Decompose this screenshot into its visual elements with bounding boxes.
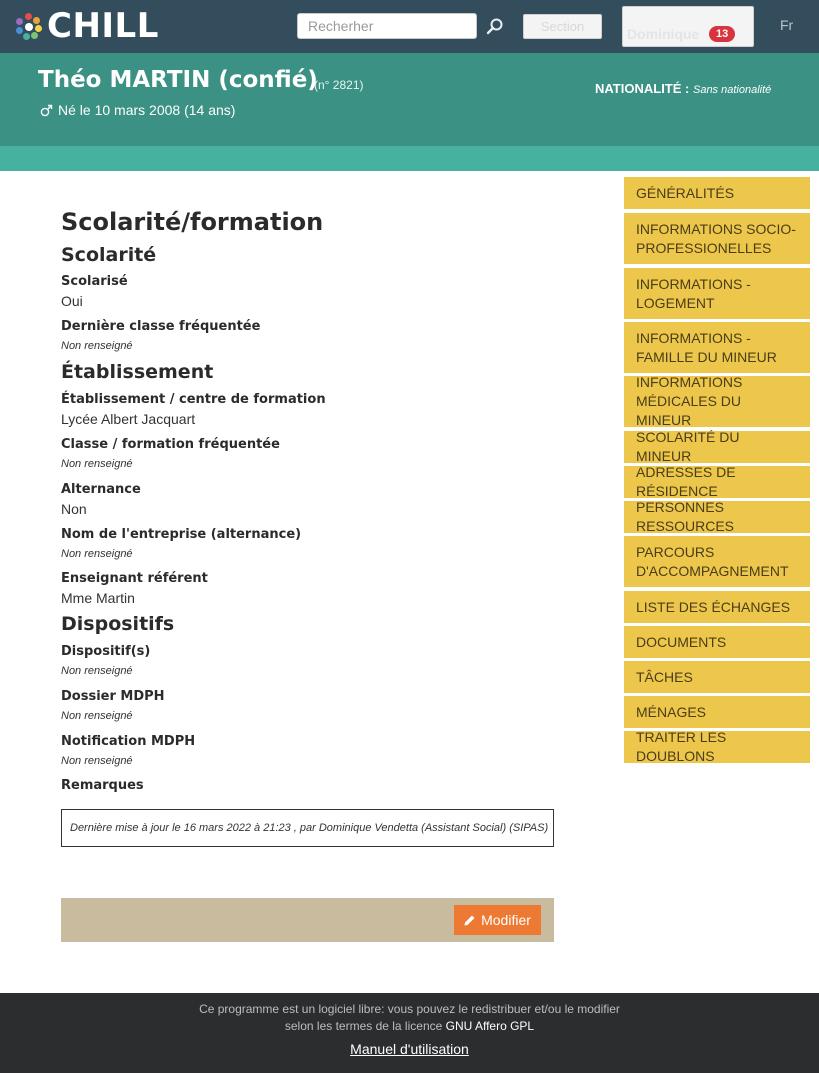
section-heading-dispositifs: Dispositifs bbox=[61, 613, 175, 635]
sidebar-item-label: LISTE DES ÉCHANGES bbox=[636, 598, 791, 615]
app-logo[interactable] bbox=[15, 6, 159, 46]
field-value-empty: Non renseigné bbox=[61, 340, 133, 352]
sidebar-item-medicales[interactable] bbox=[624, 376, 810, 427]
license-notice-line1: Ce programme est un logiciel libre: vous pouvez le redistribuer et/ou le modifier bbox=[199, 1002, 620, 1016]
sidebar-item-personnes-ressources[interactable] bbox=[624, 501, 810, 533]
sidebar-item-label: PERSONNES RESSOURCES bbox=[636, 499, 735, 534]
field-value-empty: Non renseigné bbox=[61, 755, 133, 767]
last-update-text: Dernière mise à jour le 16 mars 2022 à 21:23 , par Dominique Vendetta (Assistant Social) (SIPAS) bbox=[70, 822, 549, 834]
record-actions-bar bbox=[61, 898, 554, 942]
sidebar-item-taches[interactable] bbox=[624, 661, 810, 693]
section-heading-etablissement: Établissement bbox=[61, 361, 214, 383]
field-label: Notification MDPH bbox=[61, 734, 196, 749]
notification-badge: 13 bbox=[709, 26, 735, 42]
field-value-empty: Non renseigné bbox=[61, 548, 133, 560]
sidebar-item-famille[interactable] bbox=[624, 322, 810, 373]
license-notice-prefix: selon les termes de la licence bbox=[284, 1019, 446, 1033]
sidebar-item-doublons[interactable] bbox=[624, 731, 810, 763]
field-label: Établissement / centre de formation bbox=[61, 392, 326, 407]
field-label: Alternance bbox=[61, 482, 141, 497]
sidebar-item-label: INFORMATIONS - LOGEMENT bbox=[636, 275, 751, 311]
sidebar-item-socio-professionelles[interactable] bbox=[624, 213, 810, 264]
birth-info bbox=[40, 102, 235, 118]
sidebar-item-adresses[interactable] bbox=[624, 466, 810, 498]
sidebar-item-label: ADRESSES DE RÉSIDENCE bbox=[636, 464, 736, 499]
field-value: Lycée Albert Jacquart bbox=[61, 411, 196, 427]
sidebar-item-label: MÉNAGES bbox=[636, 703, 707, 720]
user-name: Dominique bbox=[627, 26, 700, 42]
section-menu-button[interactable] bbox=[523, 14, 602, 39]
sidebar-item-parcours[interactable] bbox=[624, 536, 810, 587]
field-label: Dispositif(s) bbox=[61, 644, 151, 659]
field-value-empty: Non renseigné bbox=[61, 710, 133, 722]
field-label: Dernière classe fréquentée bbox=[61, 319, 261, 334]
sidebar-item-label: TÂCHES bbox=[636, 668, 693, 685]
birth-date: Né le 10 mars 2008 (14 ans) bbox=[58, 102, 236, 118]
field-label: Enseignant référent bbox=[61, 571, 208, 586]
sidebar-item-label: INFORMATIONS - FAMILLE DU MINEUR bbox=[636, 329, 777, 365]
sidebar-item-label: INFORMATIONS MÉDICALES DU MINEUR bbox=[636, 374, 743, 428]
field-label: Remarques bbox=[61, 778, 144, 793]
edit-button-label: Modifier bbox=[481, 912, 531, 928]
sidebar-item-documents[interactable] bbox=[624, 626, 810, 658]
sidebar-item-label: INFORMATIONS SOCIO-PROFESSIONELLES bbox=[636, 220, 796, 256]
sidebar-item-echanges[interactable] bbox=[624, 591, 810, 623]
field-value: Mme Martin bbox=[61, 590, 135, 606]
user-manual-link[interactable]: Manuel d'utilisation bbox=[350, 1041, 469, 1057]
sidebar-item-label: GÉNÉRALITÉS bbox=[636, 184, 735, 201]
language-switcher[interactable]: Fr bbox=[780, 17, 794, 33]
field-label: Classe / formation fréquentée bbox=[61, 437, 280, 452]
section-heading-scolarite: Scolarité bbox=[61, 244, 157, 266]
edit-button[interactable] bbox=[454, 905, 541, 935]
app-name: CHILL bbox=[47, 6, 159, 46]
sidebar-item-label: DOCUMENTS bbox=[636, 633, 727, 650]
top-navbar bbox=[0, 0, 819, 53]
sidebar-item-label: PARCOURS D'ACCOMPAGNEMENT bbox=[636, 543, 789, 579]
banner-strip bbox=[0, 146, 819, 171]
user-menu-button[interactable] bbox=[622, 6, 754, 47]
field-value: Oui bbox=[61, 293, 83, 309]
section-menu-label: Section bbox=[540, 19, 585, 34]
sidebar-item-label: SCOLARITÉ DU MINEUR bbox=[636, 429, 740, 464]
license-notice-line2 bbox=[0, 1019, 819, 1033]
person-name: Théo MARTIN (confié) bbox=[38, 67, 318, 93]
nationality-label: NATIONALITÉ : bbox=[595, 81, 690, 96]
search-input[interactable] bbox=[297, 13, 477, 39]
person-number: (n° 2821) bbox=[314, 78, 364, 92]
sidebar-item-label: TRAITER LES DOUBLONS bbox=[636, 729, 727, 764]
last-update-info bbox=[61, 809, 554, 847]
field-label: Scolarisé bbox=[61, 274, 128, 289]
sidebar-item-generalites[interactable] bbox=[624, 177, 810, 209]
nationality bbox=[595, 81, 771, 96]
sidebar-item-menages[interactable] bbox=[624, 696, 810, 728]
field-value-empty: Non renseigné bbox=[61, 665, 133, 677]
search-button[interactable] bbox=[484, 15, 506, 37]
search-icon bbox=[486, 17, 504, 35]
page-title: Scolarité/formation bbox=[61, 208, 324, 236]
sidebar-item-scolarite[interactable] bbox=[624, 431, 810, 463]
nationality-value: Sans nationalité bbox=[692, 84, 772, 96]
sidebar-item-logement[interactable] bbox=[624, 268, 810, 319]
male-gender-icon bbox=[40, 104, 53, 117]
field-label: Dossier MDPH bbox=[61, 689, 165, 704]
chill-logo-icon bbox=[15, 12, 43, 40]
field-value: Non bbox=[61, 501, 87, 517]
field-value-empty: Non renseigné bbox=[61, 458, 133, 470]
page-footer bbox=[0, 993, 819, 1073]
field-label: Nom de l'entreprise (alternance) bbox=[61, 527, 302, 542]
license-link[interactable]: GNU Affero GPL bbox=[445, 1019, 535, 1033]
pencil-icon bbox=[464, 915, 475, 926]
